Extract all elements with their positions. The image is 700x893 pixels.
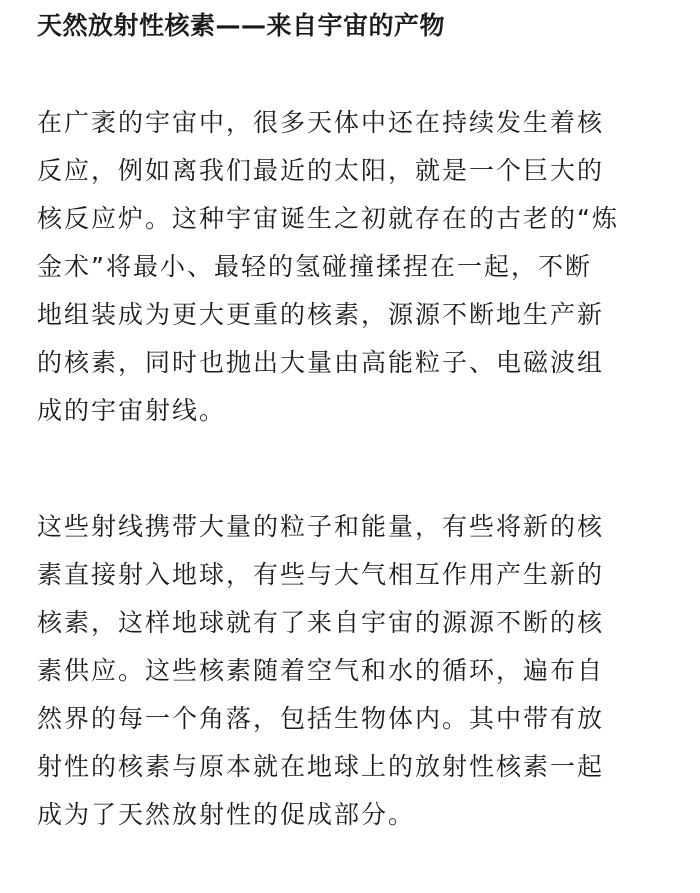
- paragraph-line: 的核素，同时也抛出大量由高能粒子、电磁波组: [37, 348, 605, 377]
- paragraph-line: 在广袤的宇宙中，很多天体中还在持续发生着核: [37, 108, 605, 137]
- paragraph-line: 核素，这样地球就有了来自宇宙的源源不断的核: [37, 608, 605, 637]
- paragraph-line: 素供应。这些核素随着空气和水的循环，遍布自: [37, 656, 605, 685]
- article-paragraph: [37, 99, 677, 435]
- paragraph-line: 地组装成为更大更重的核素，源源不断地生产新: [37, 300, 605, 329]
- paragraph-line: 成的宇宙射线。: [37, 396, 227, 425]
- paragraph-line: 射性的核素与原本就在地球上的放射性核素一起: [37, 752, 605, 781]
- article-title: 天然放射性核素——来自宇宙的产物: [37, 11, 446, 40]
- paragraph-line: 核反应炉。这种宇宙诞生之初就存在的古老的“炼: [37, 204, 619, 233]
- article-paragraph: [37, 503, 677, 839]
- paragraph-line: 这些射线携带大量的粒子和能量，有些将新的核: [37, 512, 605, 541]
- paragraph-line: 金术”将最小、最轻的氢碰撞揉捏在一起，不断: [37, 252, 592, 281]
- paragraph-line: 然界的每一个角落，包括生物体内。其中带有放: [37, 704, 605, 733]
- paragraph-line: 成为了天然放射性的促成部分。: [37, 800, 416, 829]
- paragraph-line: 反应，例如离我们最近的太阳，就是一个巨大的: [37, 156, 605, 185]
- paragraph-line: 素直接射入地球，有些与大气相互作用产生新的: [37, 560, 605, 589]
